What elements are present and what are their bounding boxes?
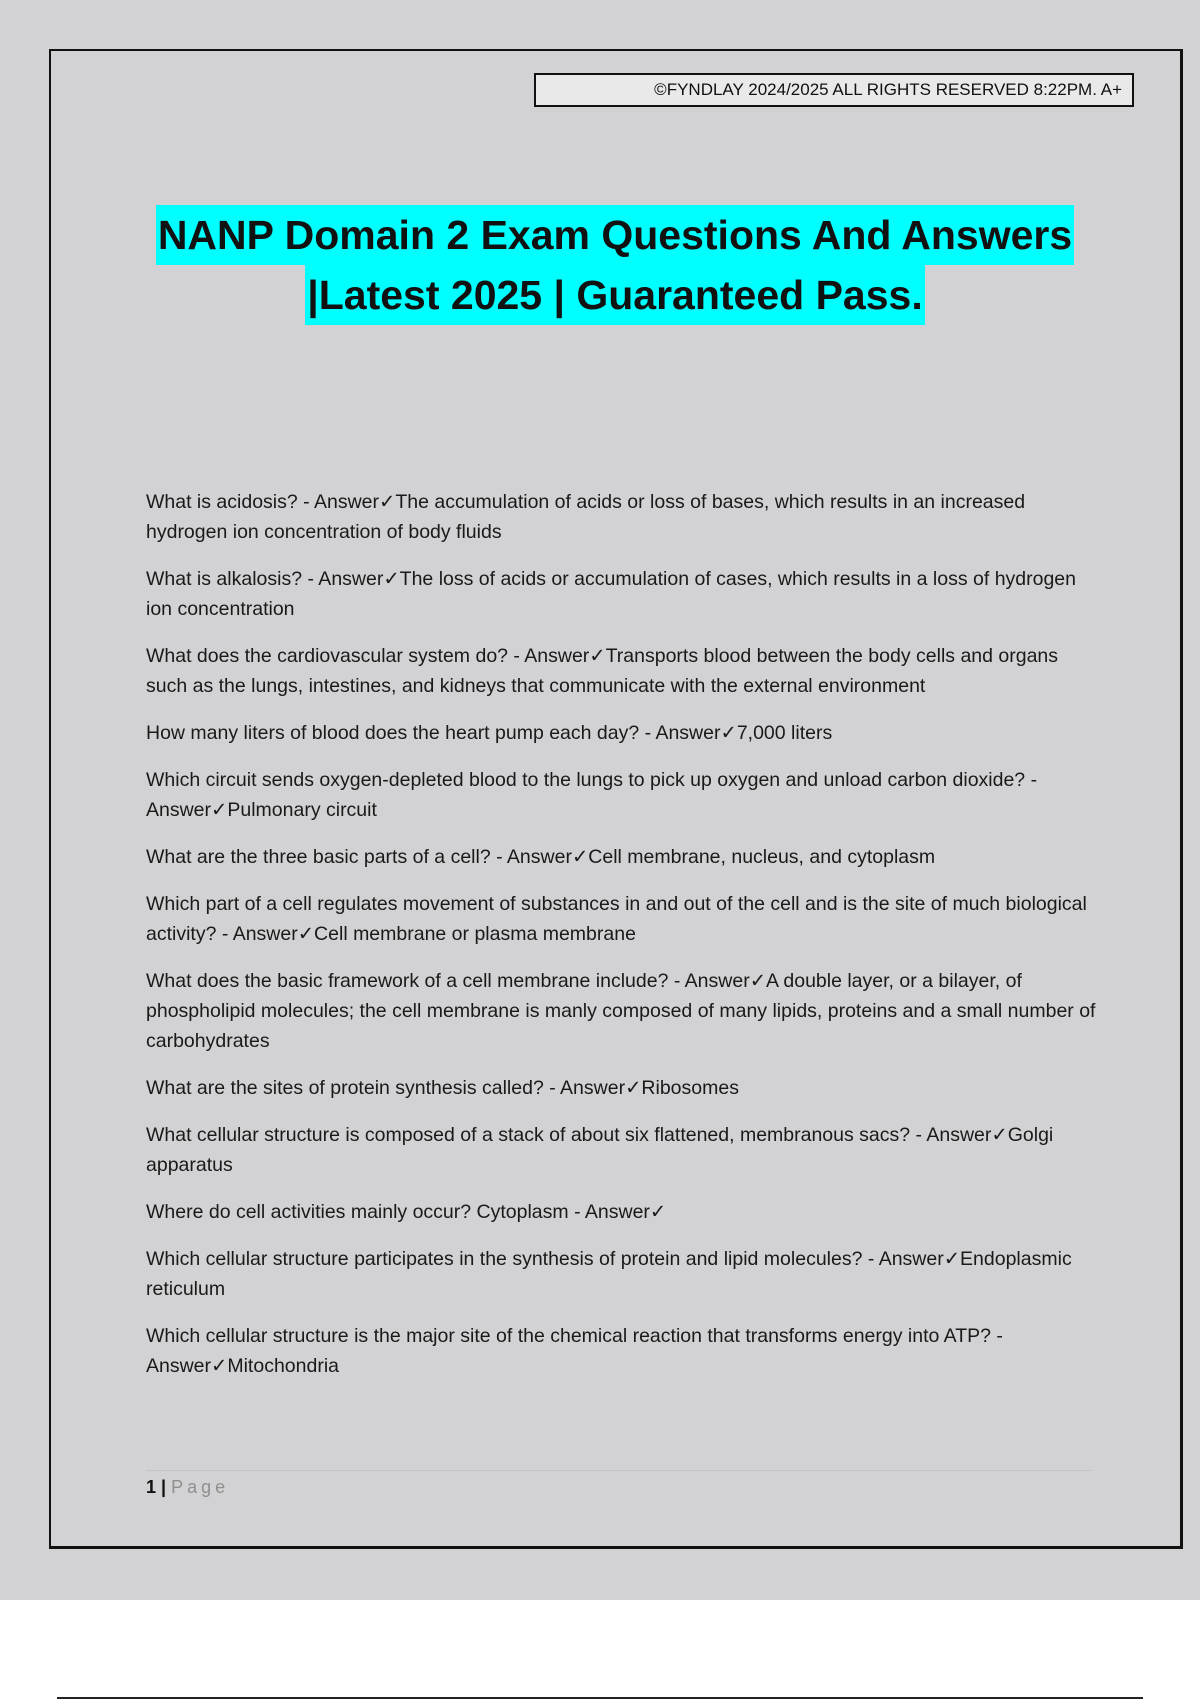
qa-item: Which part of a cell regulates movement of substances in and out of the cell and is the site of much biological activity? - Answer✓Cell membrane or plasma membrane [146,893,1087,945]
qa-item: What cellular structure is composed of a stack of about six flattened, membranous sacs? - Answer✓Golgi apparatus [146,1124,1054,1176]
qa-item: What does the basic framework of a cell membrane include? - Answer✓A double layer, or a bilayer, of phospholipid molecules; the cell membrane is manly composed of many lipids, proteins and a small number of carbohydrates [146,970,1096,1052]
qa-item: Where do cell activities mainly occur? Cytoplasm - Answer✓ [146,1201,667,1223]
next-page-top-rule [57,1697,1143,1699]
title-line-2: |Latest 2025 | Guaranteed Pass. [305,265,924,325]
page-number: 1 [146,1477,157,1497]
footer-divider [146,1470,1092,1471]
question-answer-list [146,487,1096,1398]
title-line-1: NANP Domain 2 Exam Questions And Answers [156,205,1074,265]
document-title [110,205,1120,325]
qa-item: Which cellular structure participates in the synthesis of protein and lipid molecules? - Answer✓Endoplasmic reticulum [146,1248,1072,1300]
qa-item: What does the cardiovascular system do? - Answer✓Transports blood between the body cells and organs such as the lungs, intestines, and kidneys that communicate with the external environment [146,645,1059,697]
qa-item: How many liters of blood does the heart pump each day? - Answer✓7,000 liters [146,722,833,744]
qa-item: What are the sites of protein synthesis called? - Answer✓Ribosomes [146,1077,739,1099]
qa-item: What is alkalosis? - Answer✓The loss of acids or accumulation of cases, which results in a loss of hydrogen ion concentration [146,568,1077,620]
page-label: Page [171,1477,230,1497]
qa-item: What is acidosis? - Answer✓The accumulation of acids or loss of bases, which results in an increased hydrogen ion concentration of body fluids [146,491,1026,543]
qa-item: What are the three basic parts of a cell? - Answer✓Cell membrane, nucleus, and cytoplasm [146,846,936,868]
footer-separator: | [161,1477,167,1497]
qa-item: Which cellular structure is the major site of the chemical reaction that transforms energy into ATP? - Answer✓Mitochondria [146,1325,1003,1377]
page-footer [146,1473,229,1501]
qa-item: Which circuit sends oxygen-depleted blood to the lungs to pick up oxygen and unload carbon dioxide? - Answer✓Pulmonary circuit [146,769,1038,821]
copyright-notice: ©FYNDLAY 2024/2025 ALL RIGHTS RESERVED 8:22PM. A+ [534,73,1134,107]
